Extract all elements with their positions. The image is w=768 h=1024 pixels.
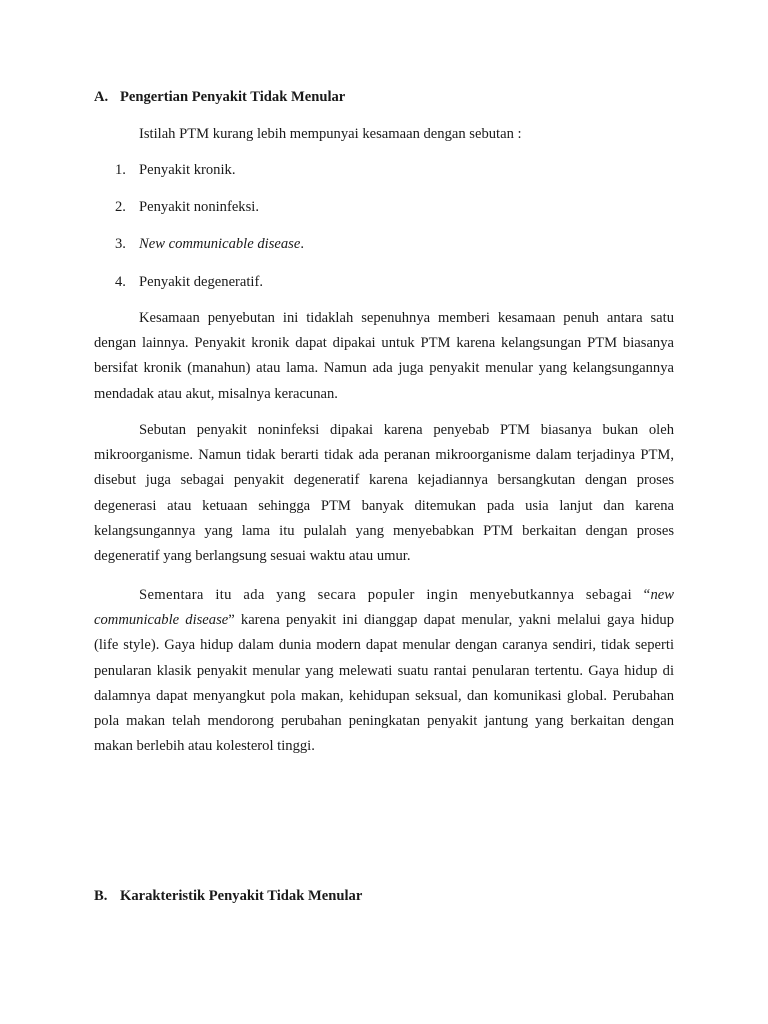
list-item-number: 2. [115,199,126,215]
list-item [115,199,259,216]
section-a-heading [94,89,345,106]
list-item [115,236,304,253]
section-a-title: Pengertian Penyakit Tidak Menular [120,89,346,105]
list-item-number: 3. [115,236,126,252]
paragraph-2-text: Sebutan penyakit noninfeksi dipakai karena penyebab PTM biasanya bukan oleh mikroorganisme. Namun tidak berarti tidak ada peranan mikroorganisme dalam terjadinya PTM, disebut juga sebagai penyakit degeneratif karena kejadiannya bersangkutan dengan proses degenerasi atau ketuaan sehingga PTM banyak ditemukan pada usia lanjut dan karena kelangsungannya yang lama itu pulalah yang menyebabkan PTM berkaitan dengan proses degeneratif yang berlangsung sesuai waktu atau umur. [94,422,674,565]
list-item-text: Penyakit noninfeksi. [139,199,259,215]
list-item [115,274,263,291]
paragraph-3-text: ” karena penyakit ini dianggap dapat menular, yakni melalui gaya hidup (life style). Gaya hidup dalam dunia modern dapat menular dengan caranya sendiri, tidak seperti penularan klasik penyakit menular yang melewati suatu rantai penularan tertentu. Gaya hidup di dalamnya dapat menyangkut pola makan, kehidupan seksual, dan komunikasi global. Perubahan pola makan telah mendorong perubahan peningkatan penyakit jantung yang berkaitan dengan makan berlebih atau kolesterol tinggi. [94,612,674,755]
section-b-heading [94,888,362,905]
list-item-suffix: . [300,236,304,252]
list-item [115,162,235,179]
section-a-letter: A. [94,89,109,105]
list-item-number: 4. [115,274,126,290]
paragraph-3-lead: Sementara itu ada yang secara populer ingin menyebutkannya sebagai “ [139,587,651,603]
paragraph-1-text: Kesamaan penyebutan ini tidaklah sepenuhnya memberi kesamaan penuh antara satu dengan lainnya. Penyakit kronik dapat dipakai untuk PTM karena kelangsungan PTM biasanya bersifat kronik (manahun) atau lama. Namun ada juga penyakit menular yang kelangsungannya mendadak atau akut, misalnya keracunan. [94,310,674,402]
paragraph-2 [94,418,674,569]
list-item-text: Penyakit kronik. [139,162,236,178]
section-b-title: Karakteristik Penyakit Tidak Menular [120,888,363,904]
section-b-letter: B. [94,888,108,904]
section-a-intro: Istilah PTM kurang lebih mempunyai kesamaan dengan sebutan : [139,126,522,142]
paragraph-3-term: new communicable disease [94,587,674,629]
list-item-text: Penyakit degeneratif. [139,274,263,290]
list-item-text: New communicable disease [139,236,301,252]
list-item-number: 1. [115,162,126,178]
paragraph-1 [94,306,674,407]
paragraph-3 [94,583,674,759]
